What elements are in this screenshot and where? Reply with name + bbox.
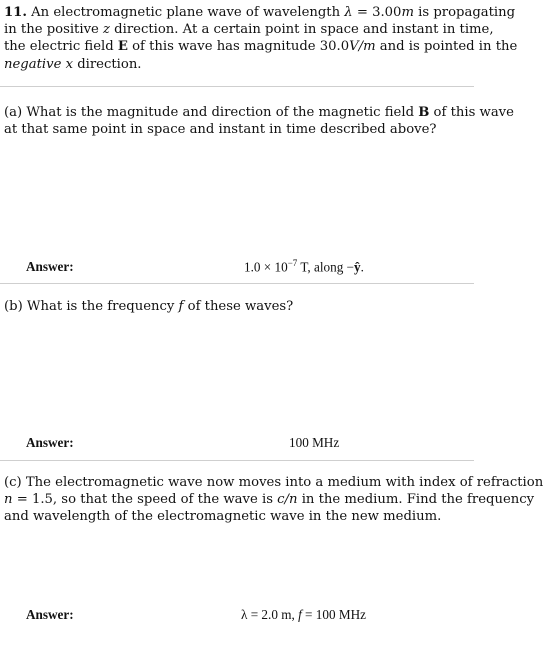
part-b-answer-value: 100 MHz [289, 435, 340, 450]
problem-line-3: the electric field E of this wave has magnitude 30.0V/m and is pointed in the [4, 39, 518, 55]
problem-line-4: negative x direction. [4, 56, 142, 72]
problem-line-2: in the positive z direction. At a certain point in space and instant in time, [4, 22, 494, 38]
problem-number: 11. [4, 5, 27, 20]
part-c-answer-label: Answer: [26, 607, 74, 622]
part-c-answer-value: λ = 2.0 m, f = 100 MHz [241, 607, 366, 622]
section-divider [0, 283, 474, 284]
part-a-answer-label: Answer: [26, 259, 74, 274]
section-divider [0, 86, 474, 87]
part-a-question: (a) What is the magnitude and direction of the magnetic field B of this wave at that same point in space and instant in time described above? [4, 105, 514, 138]
part-b-question: (b) What is the frequency f of these waves? [4, 299, 294, 314]
part-a-answer-value: $1.0 \times 10^{-7}$ T, along −ŷ. [244, 258, 364, 275]
problem-line-1: 11. An electromagnetic plane wave of wavelength λ = 3.00m is propagating [4, 5, 516, 20]
problem-statement [4, 4, 518, 73]
part-c-question: (c) The electromagnetic wave now moves into a medium with index of refraction n = 1.5, so that the speed of the wave is c/n in the medium. Find the frequency and wavelength of the electromagnetic wave in the new medium. [4, 475, 543, 525]
part-b-answer-label: Answer: [26, 435, 74, 450]
section-divider [0, 460, 474, 461]
